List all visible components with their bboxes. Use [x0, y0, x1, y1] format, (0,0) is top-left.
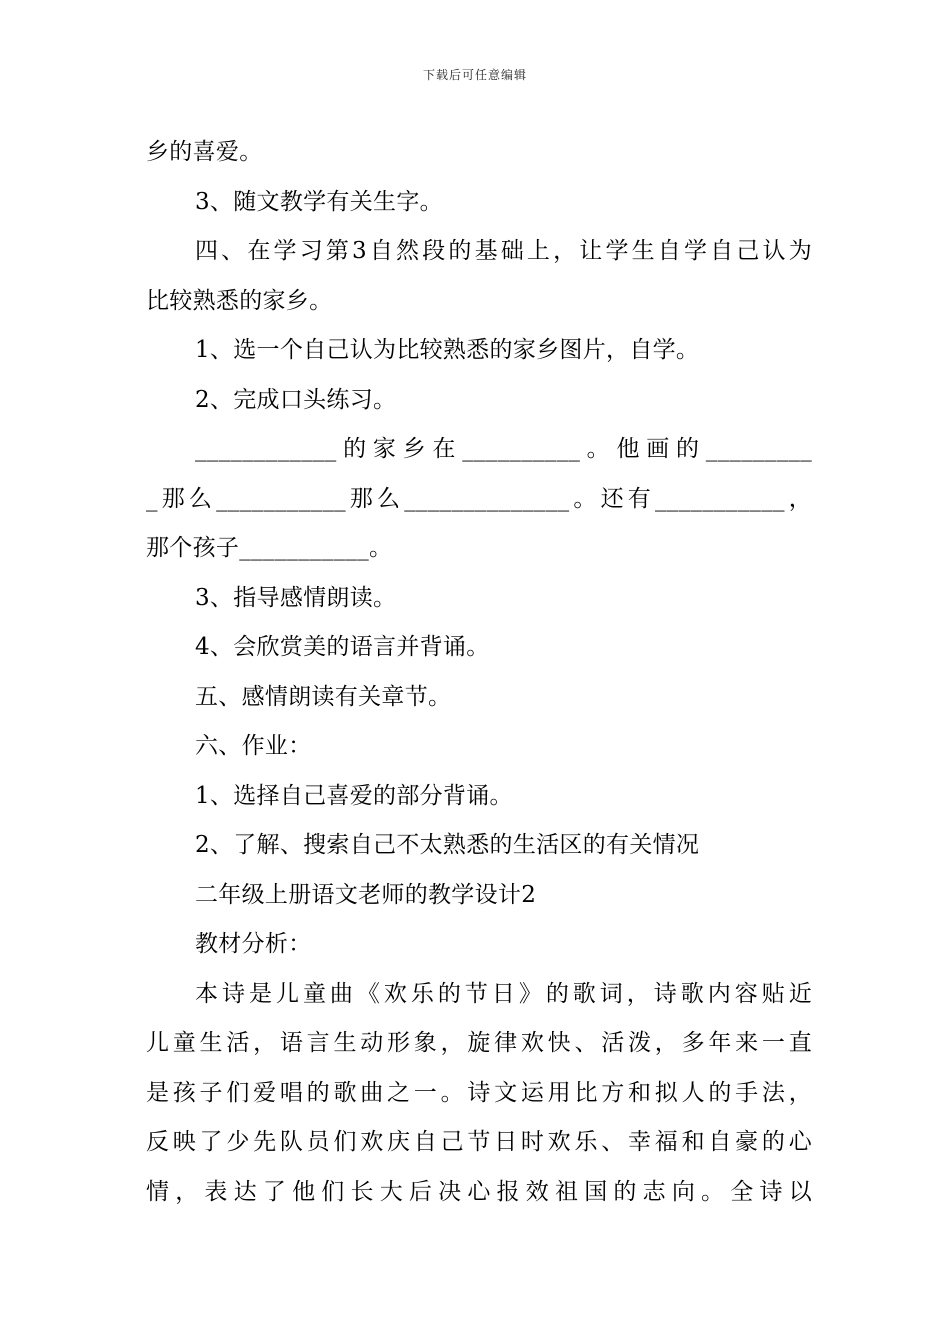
text-line: 2、完成口头练习。: [195, 386, 397, 413]
text-line: 1、选择自己喜爱的部分背诵。: [195, 782, 513, 809]
text-line: 4、会欣赏美的语言并背诵。: [195, 634, 490, 660]
text-line: 3、指导感情朗读。: [195, 584, 397, 611]
text-line: 反映了少先队员们欢庆自己节日时欢乐、幸福和自豪的心: [146, 1129, 812, 1155]
text-line: 四、在学习第3自然段的基础上，让学生自学自己认为: [195, 238, 812, 264]
text-line: 3、随文教学有关生字。: [195, 188, 443, 215]
text-line: 六、作业：: [195, 733, 312, 759]
text-line: 情，表达了他们长大后决心报效祖国的志向。全诗以: [146, 1178, 812, 1205]
text-line: 儿童生活，语言生动形象，旋律欢快、活泼，多年来一直: [146, 1030, 812, 1056]
text-line: 乡的喜爱。: [146, 139, 263, 165]
text-line: 本诗是儿童曲《欢乐的节日》的歌词，诗歌内容贴近: [195, 980, 812, 1007]
fill-in-blank-line: _那么___________那么______________。还有___________，: [146, 485, 812, 512]
document-body: [146, 128, 812, 1217]
text-line: 1、选一个自己认为比较熟悉的家乡图片，自学。: [195, 337, 700, 363]
fill-in-blank-line: ____________的家乡在__________。他画的_________: [195, 436, 812, 462]
text-line: 2、了解、搜索自己不太熟悉的生活区的有关情况: [195, 832, 700, 858]
fill-in-blank-line: 那个孩子___________。: [146, 535, 393, 561]
page-header: 下载后可任意编辑: [422, 68, 527, 82]
section-title: 二年级上册语文老师的教学设计2: [195, 881, 537, 908]
text-line: 是孩子们爱唱的歌曲之一。诗文运用比方和拟人的手法，: [146, 1079, 812, 1106]
text-line: 比较熟悉的家乡。: [146, 287, 333, 314]
text-line: 教材分析：: [195, 931, 312, 957]
text-line: 五、感情朗读有关章节。: [195, 683, 452, 710]
